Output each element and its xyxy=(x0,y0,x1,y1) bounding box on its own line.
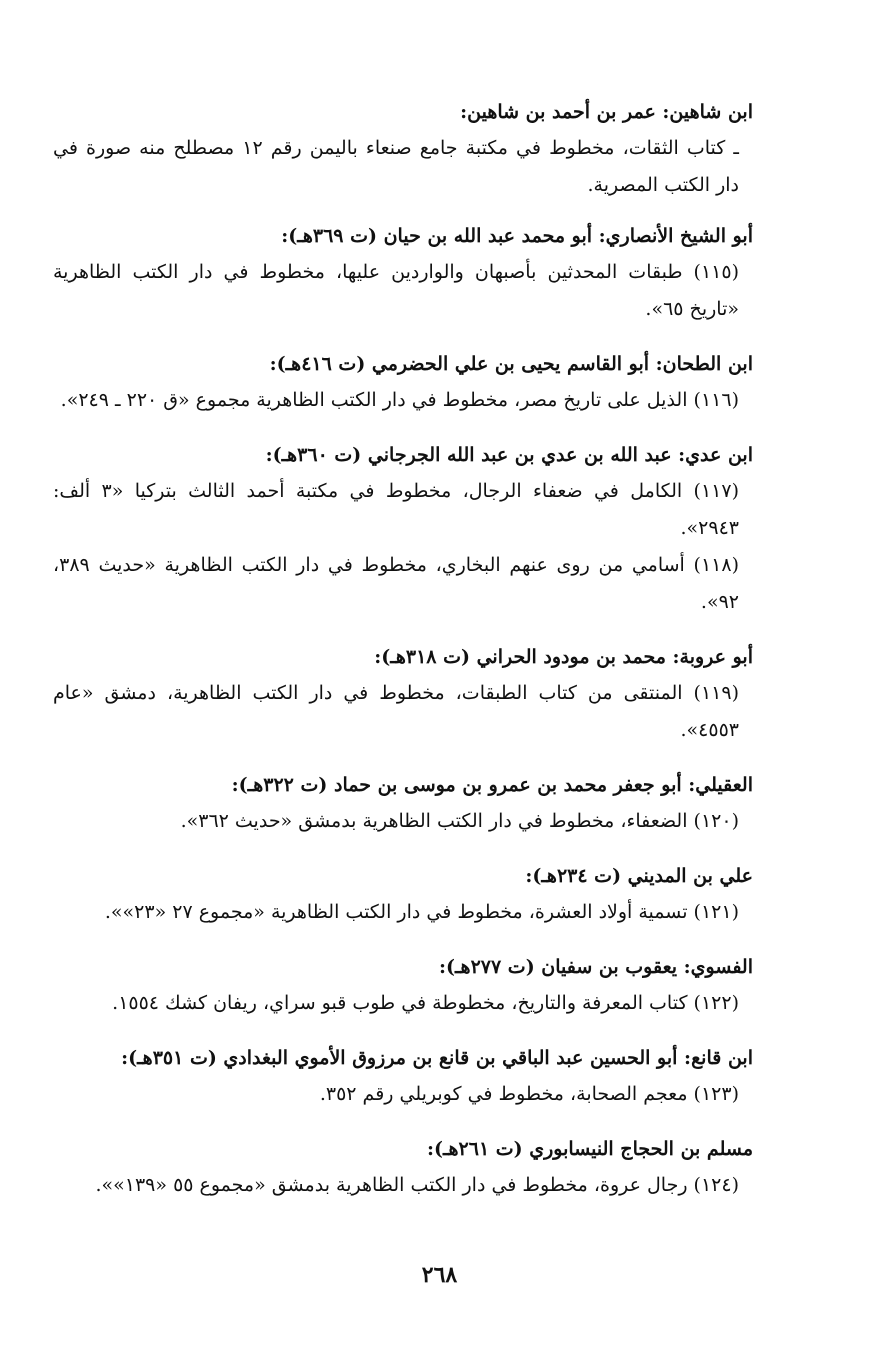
manuscript-item: (١١٨) أسامي من روى عنهم البخاري، مخطوط في دار الكتب الظاهرية «حديث ٣٨٩، ٩٢». xyxy=(53,554,739,613)
entry-ibn-shahin xyxy=(53,94,753,204)
manuscript-item: (١١٧) الكامل في ضعفاء الرجال، مخطوط في مكتبة أحمد الثالث بتركيا «٣ ألف: ٢٩٤٣». xyxy=(53,480,739,539)
author-heading: أبو الشيخ الأنصاري: أبو محمد عبد الله بن حيان (ت ٣٦٩هـ): xyxy=(281,225,753,247)
manuscript-item: (١١٦) الذيل على تاريخ مصر، مخطوط في دار الكتب الظاهرية مجموع «ق ٢٢٠ ـ ٢٤٩». xyxy=(60,389,739,411)
entry-al-uqayli xyxy=(53,767,753,840)
author-heading: ابن شاهين: عمر بن أحمد بن شاهين: xyxy=(460,101,753,123)
author-heading: علي بن المديني (ت ٢٣٤هـ): xyxy=(525,865,753,887)
author-heading: أبو عروبة: محمد بن مودود الحراني (ت ٣١٨هـ): xyxy=(374,646,753,668)
author-heading: العقيلي: أبو جعفر محمد بن عمرو بن موسى بن حماد (ت ٣٢٢هـ): xyxy=(231,774,753,796)
manuscript-item: ـ كتاب الثقات، مخطوط في مكتبة جامع صنعاء باليمن رقم ١٢ مصطلح منه صورة في دار الكتب المصرية. xyxy=(53,137,739,196)
entry-al-fasawi xyxy=(53,949,753,1022)
author-heading: الفسوي: يعقوب بن سفيان (ت ٢٧٧هـ): xyxy=(438,956,753,978)
manuscript-item: (١٢٠) الضعفاء، مخطوط في دار الكتب الظاهرية بدمشق «حديث ٣٦٢». xyxy=(180,810,739,832)
author-heading: ابن الطحان: أبو القاسم يحيى بن علي الحضرمي (ت ٤١٦هـ): xyxy=(269,353,753,375)
page-number: ٢٦٨ xyxy=(421,1262,458,1288)
manuscript-item: (١١٩) المنتقى من كتاب الطبقات، مخطوط في دار الكتب الظاهرية، دمشق «عام ٤٥٥٣». xyxy=(53,682,739,741)
entry-ali-ibn-al-madini xyxy=(53,858,753,931)
author-heading: ابن قانع: أبو الحسين عبد الباقي بن قانع بن مرزوق الأموي البغدادي (ت ٣٥١هـ): xyxy=(121,1047,753,1069)
author-heading: مسلم بن الحجاج النيسابوري (ت ٢٦١هـ): xyxy=(426,1138,753,1160)
manuscript-item: (١٢٢) كتاب المعرفة والتاريخ، مخطوطة في طوب قبو سراي، ريفان كشك ١٥٥٤. xyxy=(112,992,739,1014)
entry-ibn-adi xyxy=(53,437,753,621)
manuscript-item: (١٢١) تسمية أولاد العشرة، مخطوط في دار الكتب الظاهرية «مجموع ٢٧ «٢٣»». xyxy=(104,901,739,923)
entry-abu-al-shaykh xyxy=(53,218,753,328)
entry-ibn-qani xyxy=(53,1040,753,1113)
manuscript-item: (١٢٤) رجال عروة، مخطوط في دار الكتب الظاهرية بدمشق «مجموع ٥٥ «١٣٩»». xyxy=(95,1174,739,1196)
author-heading: ابن عدي: عبد الله بن عدي بن عبد الله الجرجاني (ت ٣٦٠هـ): xyxy=(265,444,753,466)
manuscript-item: (١١٥) طبقات المحدثين بأصبهان والواردين عليها، مخطوط في دار الكتب الظاهرية «تاريخ ٦٥». xyxy=(53,261,739,320)
entry-ibn-al-tahhan xyxy=(53,346,753,419)
manuscript-item: (١٢٣) معجم الصحابة، مخطوط في كوبريلي رقم ٣٥٢. xyxy=(319,1083,739,1105)
entry-muslim xyxy=(53,1131,753,1204)
entry-abu-aruba xyxy=(53,639,753,749)
bibliography-list xyxy=(53,94,753,1222)
